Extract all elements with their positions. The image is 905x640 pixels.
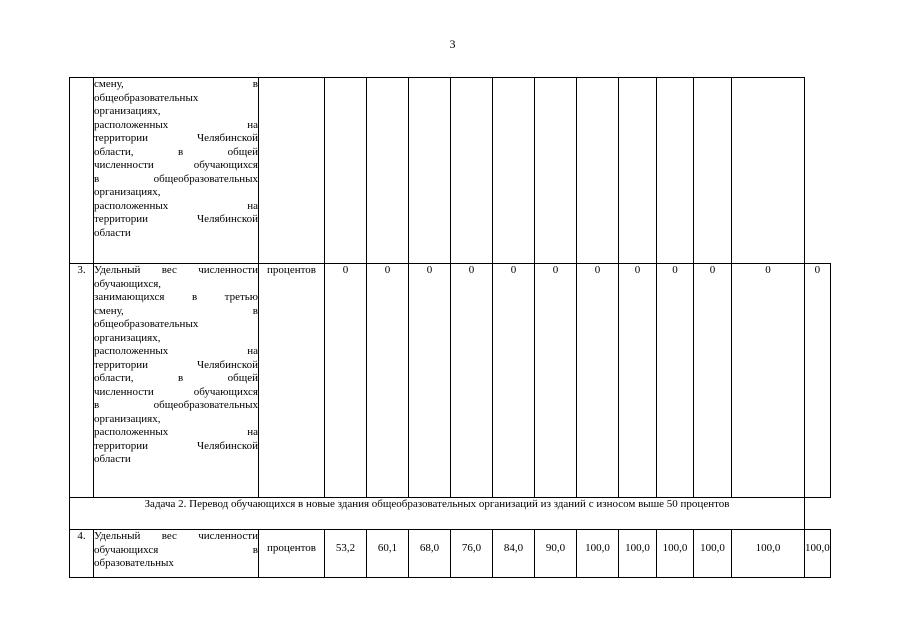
description-line: территории Челябинской bbox=[94, 132, 258, 144]
description-line: расположенных на bbox=[94, 199, 258, 212]
value-cell: 0 bbox=[694, 264, 732, 498]
page-number: 3 bbox=[449, 37, 456, 51]
description-line: организациях, bbox=[94, 105, 161, 117]
table-row bbox=[70, 530, 831, 578]
value-cell: 60,1 bbox=[367, 530, 409, 578]
description-line: области, в общей bbox=[94, 372, 258, 384]
task-heading: Задача 2. Перевод обучающихся в новые здания общеобразовательных организаций из зданий с износом выше 50 процентов bbox=[70, 498, 805, 530]
value-cell: 0 bbox=[535, 264, 577, 498]
value-cell: 100,0 bbox=[619, 530, 657, 578]
row-number bbox=[70, 78, 94, 264]
row-number: 3. bbox=[70, 264, 94, 498]
value-cell bbox=[732, 78, 805, 264]
description-line: области bbox=[94, 453, 131, 465]
value-cell bbox=[535, 78, 577, 264]
value-cell: 0 bbox=[325, 264, 367, 498]
value-cell bbox=[619, 78, 657, 264]
description-line: организациях, bbox=[94, 331, 161, 344]
description-line: обучающихся в bbox=[94, 543, 258, 556]
unit-cell bbox=[259, 78, 325, 264]
indicator-description bbox=[94, 264, 259, 498]
value-cell: 76,0 bbox=[451, 530, 493, 578]
value-cell bbox=[451, 78, 493, 264]
description-line: общеобразовательных bbox=[94, 318, 199, 330]
description-line: организациях, bbox=[94, 186, 161, 198]
value-cell: 90,0 bbox=[535, 530, 577, 578]
description-line: территории Челябинской bbox=[94, 439, 258, 452]
description-line: территории Челябинской bbox=[94, 358, 258, 371]
description-line: смену, в bbox=[94, 78, 258, 90]
description-line: области bbox=[94, 226, 131, 239]
description-line: расположенных на bbox=[94, 345, 258, 357]
indicator-description bbox=[94, 530, 259, 578]
description-line: организациях, bbox=[94, 412, 161, 425]
value-cell bbox=[409, 78, 451, 264]
value-cell bbox=[577, 78, 619, 264]
value-cell: 0 bbox=[409, 264, 451, 498]
table-row bbox=[70, 264, 831, 498]
description-line: общеобразовательных bbox=[94, 91, 199, 104]
description-line: численности обучающихся bbox=[94, 385, 258, 398]
description-line: расположенных на bbox=[94, 426, 258, 438]
description-line: области, в общей bbox=[94, 145, 258, 158]
value-cell: 0 bbox=[732, 264, 805, 498]
value-cell: 0 bbox=[367, 264, 409, 498]
value-cell: 0 bbox=[493, 264, 535, 498]
value-cell: 100,0 bbox=[657, 530, 694, 578]
value-cell: 0 bbox=[577, 264, 619, 498]
value-cell: 53,2 bbox=[325, 530, 367, 578]
description-line: Удельный вес численности bbox=[94, 530, 258, 542]
description-line: Удельный вес численности bbox=[94, 264, 258, 276]
unit-cell: процентов bbox=[259, 264, 325, 498]
value-cell: 100,0 bbox=[805, 530, 831, 578]
unit-cell: процентов bbox=[259, 530, 325, 578]
table-row bbox=[70, 498, 831, 530]
value-cell bbox=[694, 78, 732, 264]
description-line: образовательных bbox=[94, 557, 174, 569]
indicators-table bbox=[69, 77, 831, 578]
value-cell: 0 bbox=[657, 264, 694, 498]
indicator-description bbox=[94, 78, 259, 264]
description-line: в общеобразовательных bbox=[94, 399, 258, 411]
value-cell: 100,0 bbox=[694, 530, 732, 578]
value-cell bbox=[493, 78, 535, 264]
description-line: смену, в bbox=[94, 304, 258, 317]
description-line: занимающихся в третью bbox=[94, 291, 258, 303]
description-line: обучающихся, bbox=[94, 277, 162, 290]
description-line: расположенных на bbox=[94, 118, 258, 131]
table-row bbox=[70, 78, 831, 264]
value-cell: 0 bbox=[805, 264, 831, 498]
value-cell: 68,0 bbox=[409, 530, 451, 578]
value-cell: 0 bbox=[451, 264, 493, 498]
description-line: территории Челябинской bbox=[94, 213, 258, 225]
row-number: 4. bbox=[70, 530, 94, 578]
value-cell bbox=[325, 78, 367, 264]
value-cell: 100,0 bbox=[732, 530, 805, 578]
value-cell bbox=[657, 78, 694, 264]
description-line: численности обучающихся bbox=[94, 159, 258, 171]
value-cell: 0 bbox=[619, 264, 657, 498]
value-cell: 84,0 bbox=[493, 530, 535, 578]
description-line: в общеобразовательных bbox=[94, 172, 258, 185]
value-cell bbox=[367, 78, 409, 264]
value-cell: 100,0 bbox=[577, 530, 619, 578]
